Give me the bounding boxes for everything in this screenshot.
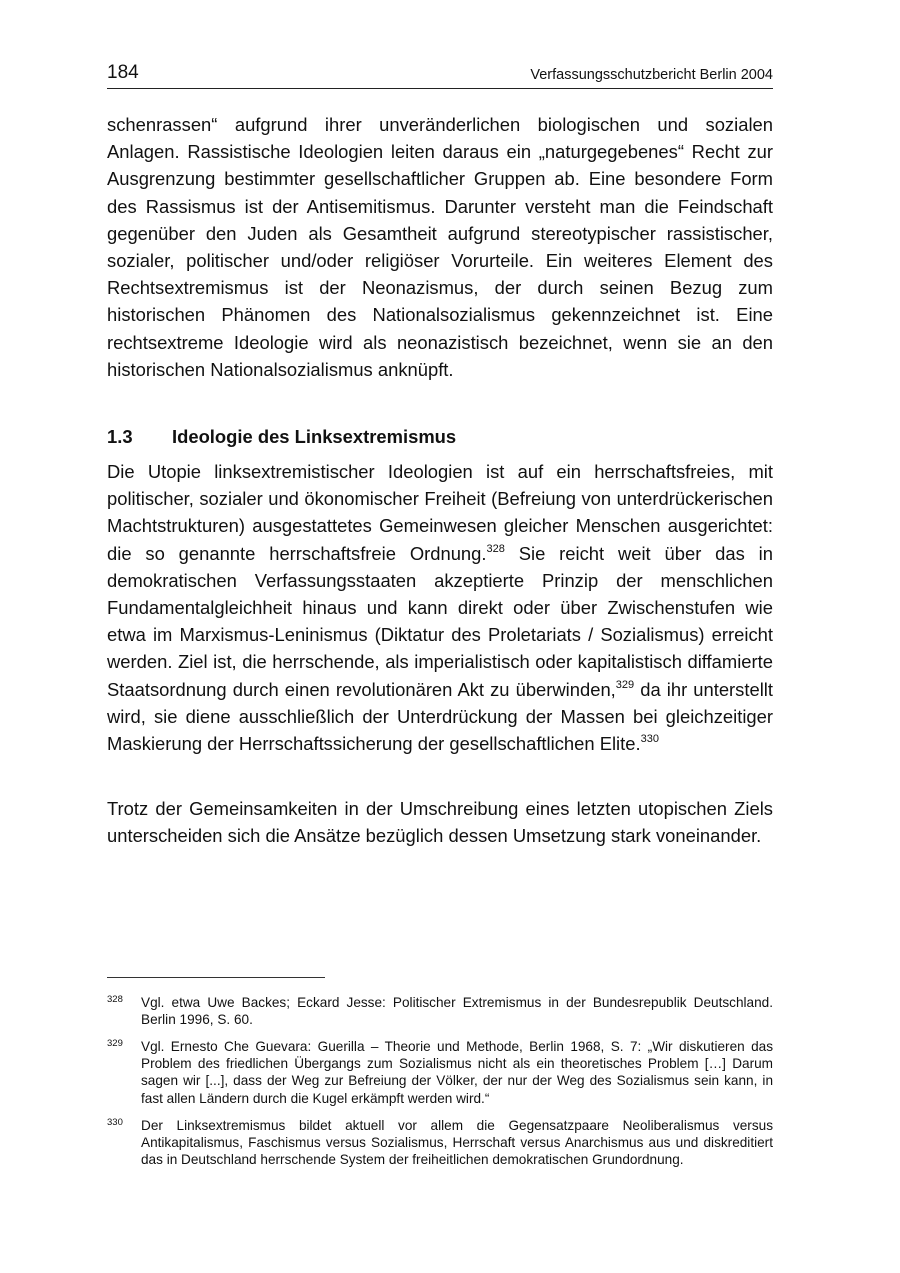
paragraph-text: Sie reicht weit über das in demokratischen Verfassungsstaaten akzeptierte Prinzip der menschlichen Fundamentalgleichheit hinaus und kann direkt oder über Zwischenstufen wie etwa im Marxismus-Leninismus (Diktatur des Proletariats / Sozialismus) erreicht werden. Ziel ist, die herrschende, als imperialistisch oder kapitalistisch diffamierte Staatsordnung durch einen revolutionären Akt zu überwinden, <box>107 542 773 700</box>
body-paragraph <box>107 458 773 757</box>
footnote-text: Vgl. Ernesto Che Guevara: Guerilla – Theorie und Methode, Berlin 1968, S. 7: „Wir diskutieren das Problem des friedlichen Übergangs zum Sozialismus nicht als ein theoretisches Problem […] Darum sagen wir [...], dass der Weg zur Befreiung der Völker, der nur der Weg des Sozialismus sein kann, in fast allen Ländern durch die Kugel erkämpft werden wird.“ <box>141 1039 773 1106</box>
footnote-number: 329 <box>107 1038 123 1049</box>
paragraph-text: Die Utopie linksextremistischer Ideologien ist auf ein herrschaftsfreies, mit politischer, sozialer und ökonomischer Freiheit (Befreiung von unterdrückerischen Machtstrukturen) ausgestattetes Gemeinwesen gleicher Menschen ausgerichtet: die so genannte herrschaftsfreie Ordnung. <box>107 461 773 564</box>
footnote-number: 328 <box>107 994 123 1005</box>
body-paragraph: schenrassen“ aufgrund ihrer unveränderlichen biologischen und sozialen Anlagen. Rassistische Ideologien leiten daraus ein „naturgegebenes“ Recht zur Ausgrenzung bestimmter gesellschaftlicher Gruppen ab. Eine besondere Form des Rassismus ist der Antisemitismus. Darunter versteht man die Feindschaft gegenüber den Juden als Gesamtheit aufgrund stereotypischer rassistischer, sozialer, politischer und/oder religiöser Vorurteile. Ein weiteres Element des Rechtsextremismus ist der Neonazismus, der durch seinen Bezug zum historischen Phänomen des Nationalsozialismus gekennzeichnet ist. Eine rechtsextreme Ideologie wird als neonazistisch bezeichnet, wenn sie an den historischen Nationalsozialismus anknüpft. <box>107 114 773 380</box>
footnote-reference[interactable]: 330 <box>640 733 659 746</box>
footnote <box>107 1038 773 1107</box>
section-number: 1.3 <box>107 426 133 447</box>
body-paragraph: Trotz der Gemeinsamkeiten in der Umschreibung eines letzten utopischen Ziels unterscheiden sich die Ansätze bezüglich dessen Umsetzung stark voneinander. <box>107 798 773 847</box>
footnote-number: 330 <box>107 1117 123 1128</box>
footnote-divider <box>107 977 325 978</box>
footnote-text: Vgl. etwa Uwe Backes; Eckard Jesse: Politischer Extremismus in der Bundesrepublik Deutschland. Berlin 1996, S. 60. <box>141 995 773 1028</box>
footnote <box>107 994 773 1028</box>
page-number: 184 <box>107 62 139 83</box>
running-title: Verfassungsschutzbericht Berlin 2004 <box>530 67 773 83</box>
section-title: Ideologie des Linksextremismus <box>172 426 457 447</box>
page-header <box>107 62 773 89</box>
section-heading <box>107 425 773 449</box>
footnote-text: Der Linksextremismus bildet aktuell vor allem die Gegensatzpaare Neoliberalismus versus Antikapitalismus, Faschismus versus Sozialismus, Herrschaft versus Anarchismus aus und diskreditiert das in Deutschland herrschende System der freiheitlichen demokratischen Grundordnung. <box>141 1118 773 1168</box>
paragraph-text: da ihr unterstellt wird, sie diene ausschließlich der Unterdrückung der Massen bei gleichzeitiger Maskierung der Herrschaftssicherung der gesellschaftlichen Elite. <box>107 678 773 755</box>
footnote-reference[interactable]: 329 <box>615 678 635 691</box>
footnote-reference[interactable]: 328 <box>486 542 505 555</box>
footnote <box>107 1117 773 1169</box>
